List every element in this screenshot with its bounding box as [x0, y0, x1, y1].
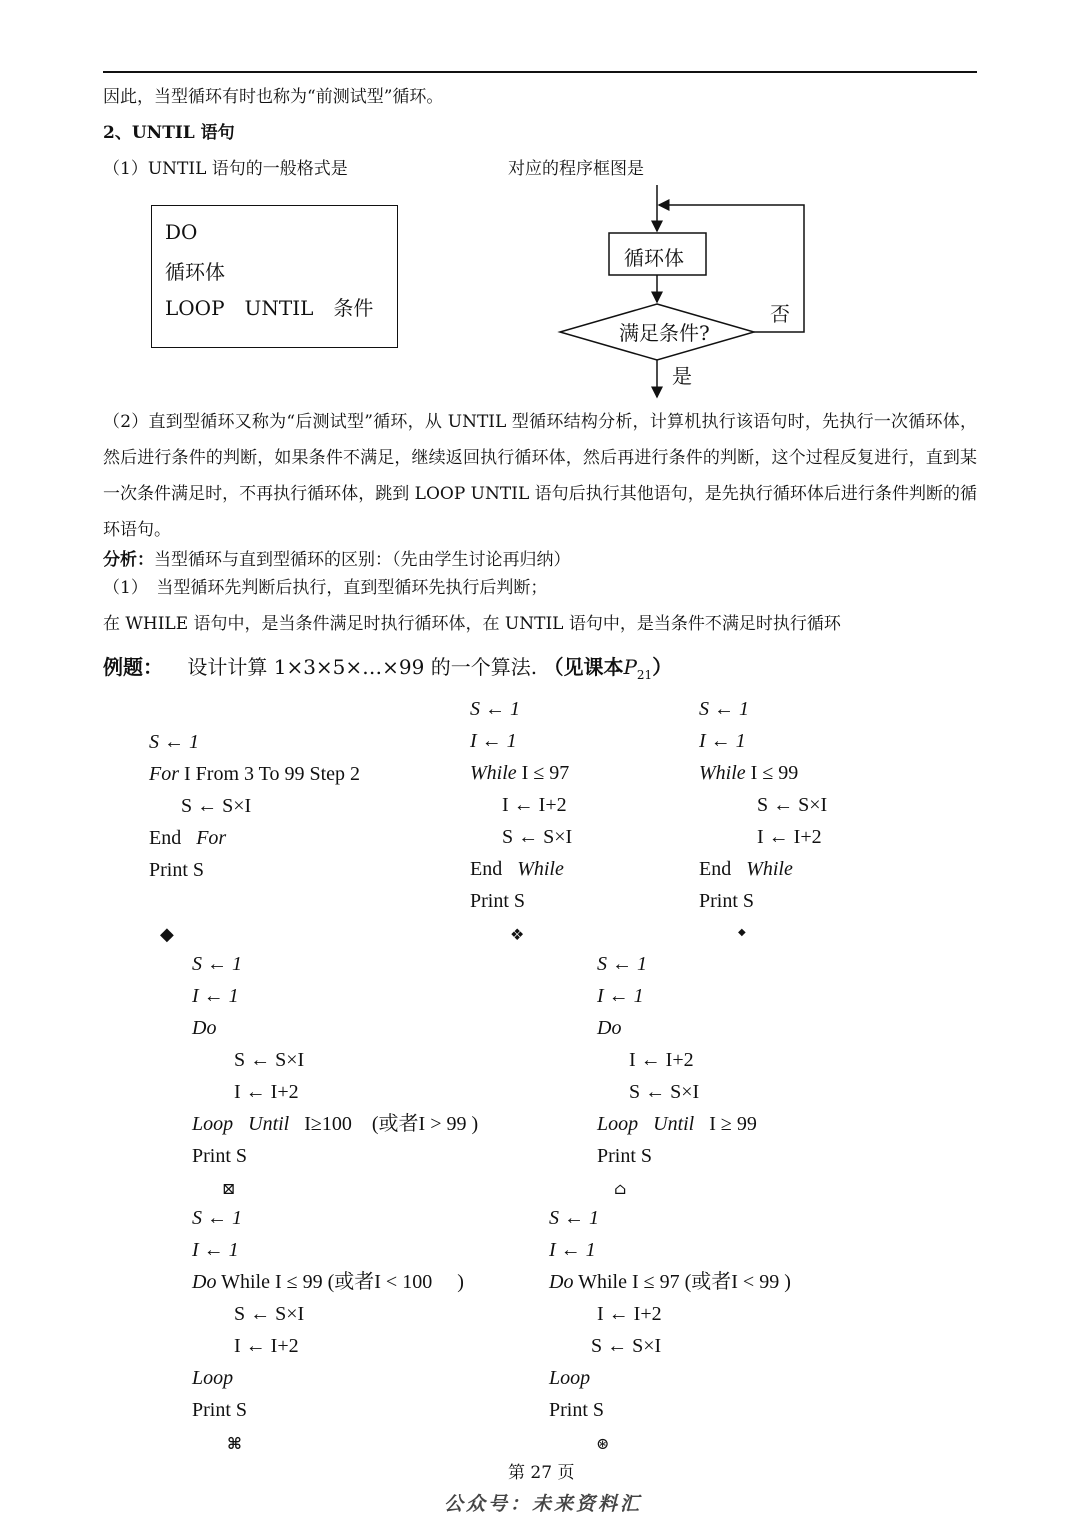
keyword: For: [149, 763, 179, 785]
marker-four-diamond: ❖: [510, 925, 525, 944]
keyword: Do: [192, 1271, 217, 1293]
flowchart-caption: 对应的程序框图是: [508, 159, 644, 179]
code-line: I ← I+2: [597, 1303, 662, 1325]
example-label: 例题：: [103, 655, 163, 679]
syntax-line-do: DO: [165, 220, 198, 244]
code-line: I ← I+2: [629, 1049, 694, 1071]
code-line: S ← S×I: [502, 826, 573, 848]
header-sentence: 因此，当型循环有时也称为“前测试型”循环。: [103, 87, 444, 107]
code-line: I ← 1: [470, 730, 517, 752]
code-line: I ← 1: [192, 1239, 239, 1261]
code-line: Print S: [699, 890, 755, 912]
marker-small-diamond: ◆: [738, 927, 746, 938]
code-line: Loop: [549, 1367, 591, 1389]
decision-label: 满足条件?: [619, 321, 710, 345]
code-line: [192, 1108, 478, 1140]
algorithm-do-while-97: [549, 1202, 791, 1426]
keyword: Until: [653, 1113, 695, 1135]
example-text: 设计计算 1×3×5×…×99 的一个算法.: [187, 655, 538, 679]
code-line: Loop: [192, 1367, 234, 1389]
code-line: S ← S×I: [181, 795, 252, 817]
keyword: Loop: [597, 1113, 639, 1135]
code-line: Print S: [192, 1399, 248, 1421]
code-text: I ≤ 97: [516, 762, 570, 784]
example-line: [103, 651, 672, 682]
algorithm-while-99: [699, 693, 827, 917]
algorithm-do-while-99: [192, 1202, 464, 1426]
analysis-label: 分析：: [103, 550, 154, 570]
code-text: While I ≤ 97 (或者I < 99 ): [573, 1271, 791, 1293]
keyword: Until: [248, 1113, 290, 1135]
code-line: Print S: [597, 1145, 653, 1167]
keyword: Loop: [192, 1113, 234, 1135]
marker-command: ⌘: [227, 1434, 242, 1453]
code-line: I ← 1: [549, 1239, 596, 1261]
yes-label: 是: [672, 364, 692, 388]
code-line: S ← S×I: [629, 1081, 700, 1103]
code-line: S ← 1: [192, 953, 242, 975]
keyword: For: [196, 827, 227, 849]
analysis-line: [103, 548, 571, 572]
code-line: S ← S×I: [234, 1049, 305, 1071]
code-text: I From 3 To 99 Step 2: [179, 763, 361, 785]
example-ref-sub: 21: [636, 668, 653, 682]
code-line: I ← I+2: [757, 826, 822, 848]
marker-circled-star: ⊛: [596, 1434, 610, 1453]
code-line: S ← S×I: [757, 794, 828, 816]
code-line: S ← S×I: [591, 1335, 662, 1357]
example-ref: （见课本: [543, 655, 624, 679]
keyword: End: [149, 827, 182, 849]
format-caption: （1）UNTIL 语句的一般格式是: [103, 159, 348, 179]
example-ref-p: P: [623, 655, 637, 679]
code-line: Print S: [192, 1145, 248, 1167]
code-text: I≥100 (或者I > 99 ): [304, 1113, 479, 1135]
page-number: 第 27 页: [508, 1463, 575, 1483]
marker-boxed-house: ⌂: [614, 1179, 627, 1198]
code-line: S ← 1: [149, 731, 199, 753]
process-label: 循环体: [624, 246, 684, 270]
marker-boxed-x: ⊠: [222, 1179, 236, 1198]
keyword: While: [699, 762, 746, 784]
example-ref-close: ）: [652, 655, 673, 679]
code-line: Print S: [470, 890, 526, 912]
code-text: While I ≤ 99 (或者I < 100 ): [216, 1271, 464, 1293]
code-line: I ← I+2: [234, 1335, 299, 1357]
syntax-line-loop: LOOP UNTIL 条件: [165, 296, 374, 320]
code-line: I ← I+2: [502, 794, 567, 816]
code-line: S ← 1: [699, 698, 749, 720]
keyword: Do: [549, 1271, 574, 1293]
code-line: [149, 822, 360, 854]
code-line: I ← 1: [699, 730, 746, 752]
code-line: [699, 757, 827, 789]
code-line: [470, 853, 572, 885]
code-line: S ← S×I: [234, 1303, 305, 1325]
no-label: 否: [770, 302, 790, 326]
section-title: 2、UNTIL 语句: [103, 123, 235, 143]
code-line: [149, 758, 360, 790]
code-line: Do: [597, 1017, 622, 1039]
code-line: S ← 1: [192, 1207, 242, 1229]
code-line: Print S: [149, 859, 205, 881]
code-line: Do: [192, 1017, 217, 1039]
footer-watermark: 公众号：未来资料汇: [444, 1493, 643, 1515]
keyword: End: [470, 858, 503, 880]
code-text: I ≥ 99: [709, 1113, 757, 1135]
keyword: While: [470, 762, 517, 784]
keyword: While: [517, 858, 564, 880]
header-rule: [103, 71, 977, 73]
algorithm-for: [149, 726, 360, 886]
keyword: While: [746, 858, 793, 880]
code-line: I ← 1: [192, 985, 239, 1007]
code-line: S ← 1: [597, 953, 647, 975]
syntax-box: [151, 205, 398, 348]
code-line: S ← 1: [470, 698, 520, 720]
keyword: End: [699, 858, 732, 880]
analysis-point-1: （1） 当型循环先判断后执行，直到型循环先执行后判断；: [103, 578, 548, 598]
marker-diamond: ◆: [160, 924, 174, 945]
code-line: [549, 1266, 791, 1298]
algorithm-until-99: [597, 948, 757, 1172]
algorithm-while-97: [470, 693, 572, 917]
code-line: [597, 1108, 757, 1140]
code-line: [699, 853, 827, 885]
analysis-text: 当型循环与直到型循环的区别：（先由学生讨论再归纳）: [154, 550, 571, 570]
code-line: Print S: [549, 1399, 605, 1421]
code-line: S ← 1: [549, 1207, 599, 1229]
code-line: [192, 1266, 464, 1298]
analysis-point-2: 在 WHILE 语句中，是当条件满足时执行循环体，在 UNTIL 语句中，是当条件不满足时执行循环: [103, 614, 841, 634]
syntax-line-body: 循环体: [165, 260, 225, 284]
description-paragraph: （2）直到型循环又称为“后测试型”循环，从 UNTIL 型循环结构分析，计算机执行该语句时，先执行一次循环体，然后进行条件的判断，如果条件不满足，继续返回执行循环体，然后再进行条件的判断，这个过程反复进行，直到某一次条件满足时，不再执行循环体，跳到 LOOP UNTIL 语句后执行其他语句，是先执行循环体后进行条件判断的循环语句。: [103, 412, 977, 540]
code-line: [470, 757, 572, 789]
algorithm-until-100: [192, 948, 478, 1172]
code-text: I ≤ 99: [745, 762, 799, 784]
code-line: I ← 1: [597, 985, 644, 1007]
code-line: I ← I+2: [234, 1081, 299, 1103]
